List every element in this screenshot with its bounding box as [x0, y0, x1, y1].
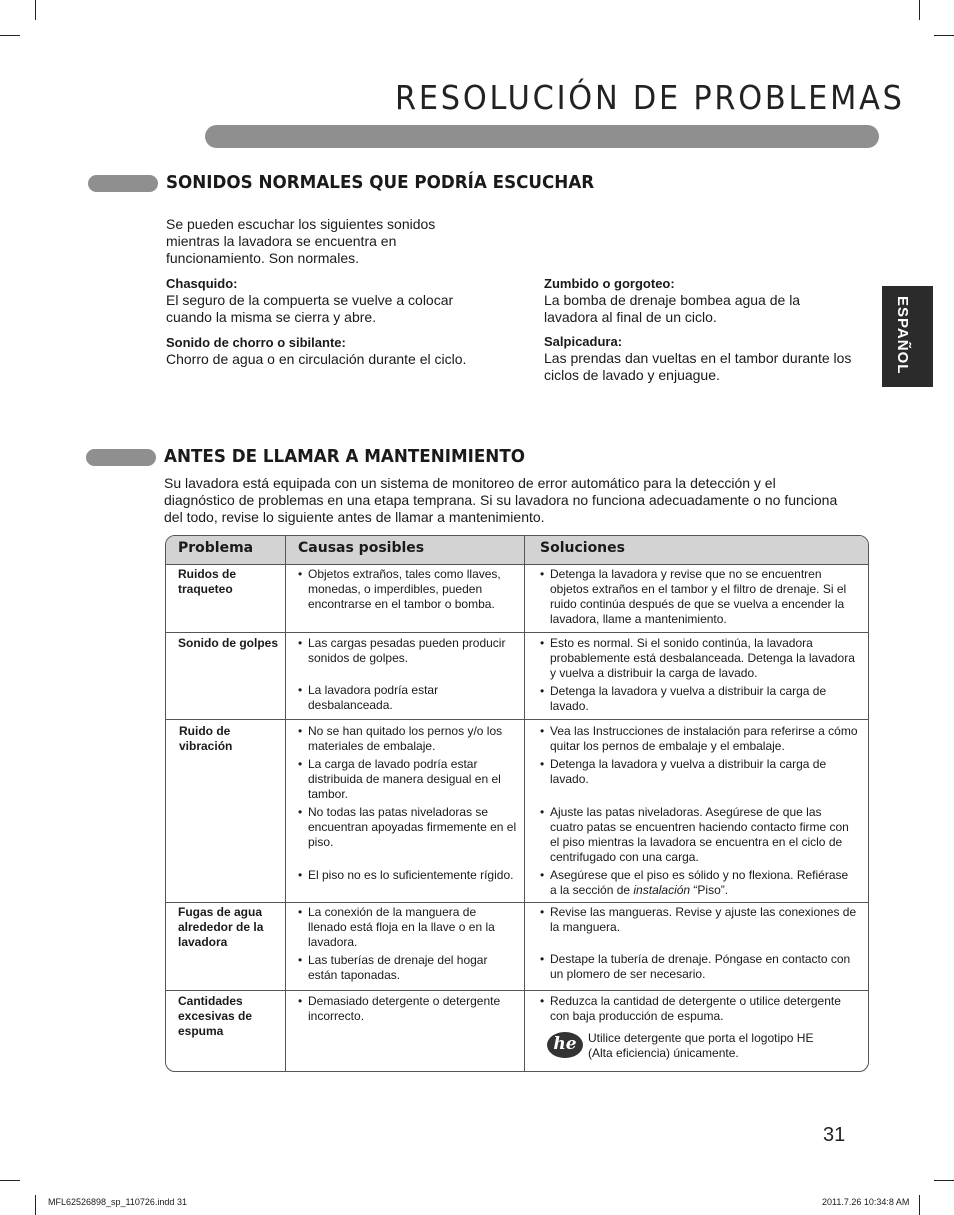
- column-divider: [524, 536, 525, 1072]
- row-causes: [298, 567, 518, 612]
- row-solutions: [540, 636, 858, 714]
- table-header: [166, 536, 869, 565]
- page-title: RESOLUCIÓN DE PROBLEMAS: [395, 78, 905, 117]
- sound-text: La bomba de drenaje bombea agua de la lavadora al final de un ciclo.: [544, 292, 801, 325]
- solution-item: • Esto es normal. Si el sonido continúa, la lavadora probablemente está desbalanceada. Detenga la lavadora y vuelva a distribuir la carga de lavado.: [540, 636, 858, 681]
- solution-text: Asegúrese que el piso es sólido y no flexiona. Refiérase a la sección de: [550, 868, 849, 897]
- cause-item: • La lavadora podría estar desbalanceada.: [298, 683, 518, 713]
- page-number: 31: [823, 1124, 846, 1146]
- row-problem: Ruido de vibración: [179, 724, 233, 753]
- cause-item: • Las cargas pesadas pueden producir sonidos de golpes.: [298, 636, 518, 666]
- header-problem: Problema: [178, 540, 254, 556]
- solution-item: • Reduzca la cantidad de detergente o utilice detergente con baja producción de espuma.: [540, 994, 858, 1024]
- sound-label: Chasquido:: [166, 276, 238, 291]
- normal-sound-item: [544, 276, 854, 326]
- row-divider: [166, 990, 869, 991]
- crop-mark: [919, 0, 920, 20]
- section2-heading: ANTES DE LLAMAR A MANTENIMIENTO: [164, 446, 525, 467]
- footer-file: MFL62526898_sp_110726.indd 31: [48, 1197, 187, 1207]
- solution-text: “Piso”.: [690, 883, 729, 897]
- row-solutions: [540, 724, 858, 898]
- section2-intro: Su lavadora está equipada con un sistema de monitoreo de error automático para la detección y el diagnóstico de problemas en una etapa temprana. Si su lavadora no funciona adecuadamente o no funciona del todo, revise lo siguiente antes de llamar a mantenimiento.: [164, 475, 838, 525]
- section-marker: [86, 449, 156, 466]
- cause-item: • No todas las patas niveladoras se encuentran apoyadas firmemente en el piso.: [298, 805, 518, 850]
- cause-item: • El piso no es lo suficientemente rígido.: [298, 868, 518, 883]
- crop-mark: [934, 1180, 954, 1181]
- crop-mark: [919, 1195, 920, 1215]
- row-problem: Cantidades excesivas de espuma: [178, 994, 253, 1038]
- row-causes: [298, 994, 518, 1024]
- troubleshooting-table: [165, 535, 869, 1072]
- sound-text: Las prendas dan vueltas en el tambor durante los ciclos de lavado y enjuague.: [544, 350, 852, 383]
- cause-item: • La carga de lavado podría estar distribuida de manera desigual en el tambor.: [298, 757, 518, 802]
- sound-label: Sonido de chorro o sibilante:: [166, 335, 346, 350]
- crop-mark: [35, 0, 36, 20]
- he-logo: he: [547, 1032, 583, 1058]
- solution-item: [540, 868, 858, 898]
- normal-sound-item: [544, 334, 854, 384]
- row-solutions: [540, 905, 858, 982]
- solution-item: • Vea las Instrucciones de instalación para referirse a cómo quitar los pernos de embalaje y el embalaje.: [540, 724, 858, 754]
- section1-heading: SONIDOS NORMALES QUE PODRÍA ESCUCHAR: [166, 172, 595, 193]
- solution-emphasis: instalación: [633, 883, 691, 897]
- normal-sound-item: [166, 276, 496, 326]
- cause-item: • La conexión de la manguera de llenado está floja en la llave o en la lavadora.: [298, 905, 518, 950]
- solution-item: • Detenga la lavadora y revise que no se encuentren objetos extraños en el tambor y el filtro de drenaje. Si el ruido continúa después de que se vuelva a encender la lavadora, llame a mantenimiento.: [540, 567, 858, 627]
- crop-mark: [934, 35, 954, 36]
- normal-sound-item: [166, 335, 496, 368]
- section-marker: [88, 175, 158, 192]
- row-problem: Fugas de agua alrededor de la lavadora: [178, 905, 264, 949]
- cause-item: • No se han quitado los pernos y/o los materiales de embalaje.: [298, 724, 518, 754]
- column-divider: [285, 536, 286, 1072]
- cause-item: • Demasiado detergente o detergente incorrecto.: [298, 994, 518, 1024]
- title-bar: [205, 125, 879, 148]
- crop-mark: [35, 1195, 36, 1215]
- language-tab: [882, 286, 933, 387]
- crop-mark: [0, 1180, 20, 1181]
- solution-item: • Detenga la lavadora y vuelva a distribuir la carga de lavado.: [540, 757, 858, 787]
- row-divider: [166, 902, 869, 903]
- sound-text: El seguro de la compuerta se vuelve a colocar cuando la misma se cierra y abre.: [166, 292, 454, 325]
- row-solutions: [540, 994, 858, 1024]
- sound-label: Zumbido o gorgoteo:: [544, 276, 675, 291]
- solution-item: • Ajuste las patas niveladoras. Asegúrese de que las cuatro patas se encuentren haciendo contacto firme con el piso mientras la lavadora se encuentra en el ciclo de centrifugado con una carga.: [540, 805, 858, 865]
- header-causes: Causas posibles: [298, 540, 425, 556]
- solution-item: • Destape la tubería de drenaje. Póngase en contacto con un plomero de ser necesario.: [540, 952, 858, 982]
- header-solutions: Soluciones: [540, 540, 625, 556]
- section1-intro: Se pueden escuchar los siguientes sonidos mientras la lavadora se encuentra en funcionamiento. Son normales.: [166, 216, 436, 266]
- footer-date: 2011.7.26 10:34:8 AM: [822, 1197, 910, 1207]
- language-tab-label: ESPAÑOL: [894, 296, 911, 375]
- cause-item: • Las tuberías de drenaje del hogar están taponadas.: [298, 953, 518, 983]
- solution-item: • Detenga la lavadora y vuelva a distribuir la carga de lavado.: [540, 684, 858, 714]
- crop-mark: [0, 35, 20, 36]
- he-note: Utilice detergente que porta el logotipo HE (Alta eficiencia) únicamente.: [588, 1031, 814, 1060]
- row-divider: [166, 632, 869, 633]
- row-solutions: [540, 567, 858, 627]
- solution-item: • Revise las mangueras. Revise y ajuste las conexiones de la manguera.: [540, 905, 858, 935]
- sound-label: Salpicadura:: [544, 334, 623, 349]
- cause-item: • Objetos extraños, tales como llaves, monedas, o imperdibles, pueden encontrarse en el tambor o bomba.: [298, 567, 518, 612]
- row-causes: [298, 724, 518, 883]
- row-problem: Ruidos de traqueteo: [178, 567, 237, 596]
- row-divider: [166, 719, 869, 720]
- row-causes: [298, 905, 518, 983]
- sound-text: Chorro de agua o en circulación durante el ciclo.: [166, 351, 467, 367]
- row-problem: Sonido de golpes: [178, 636, 279, 650]
- row-causes: [298, 636, 518, 713]
